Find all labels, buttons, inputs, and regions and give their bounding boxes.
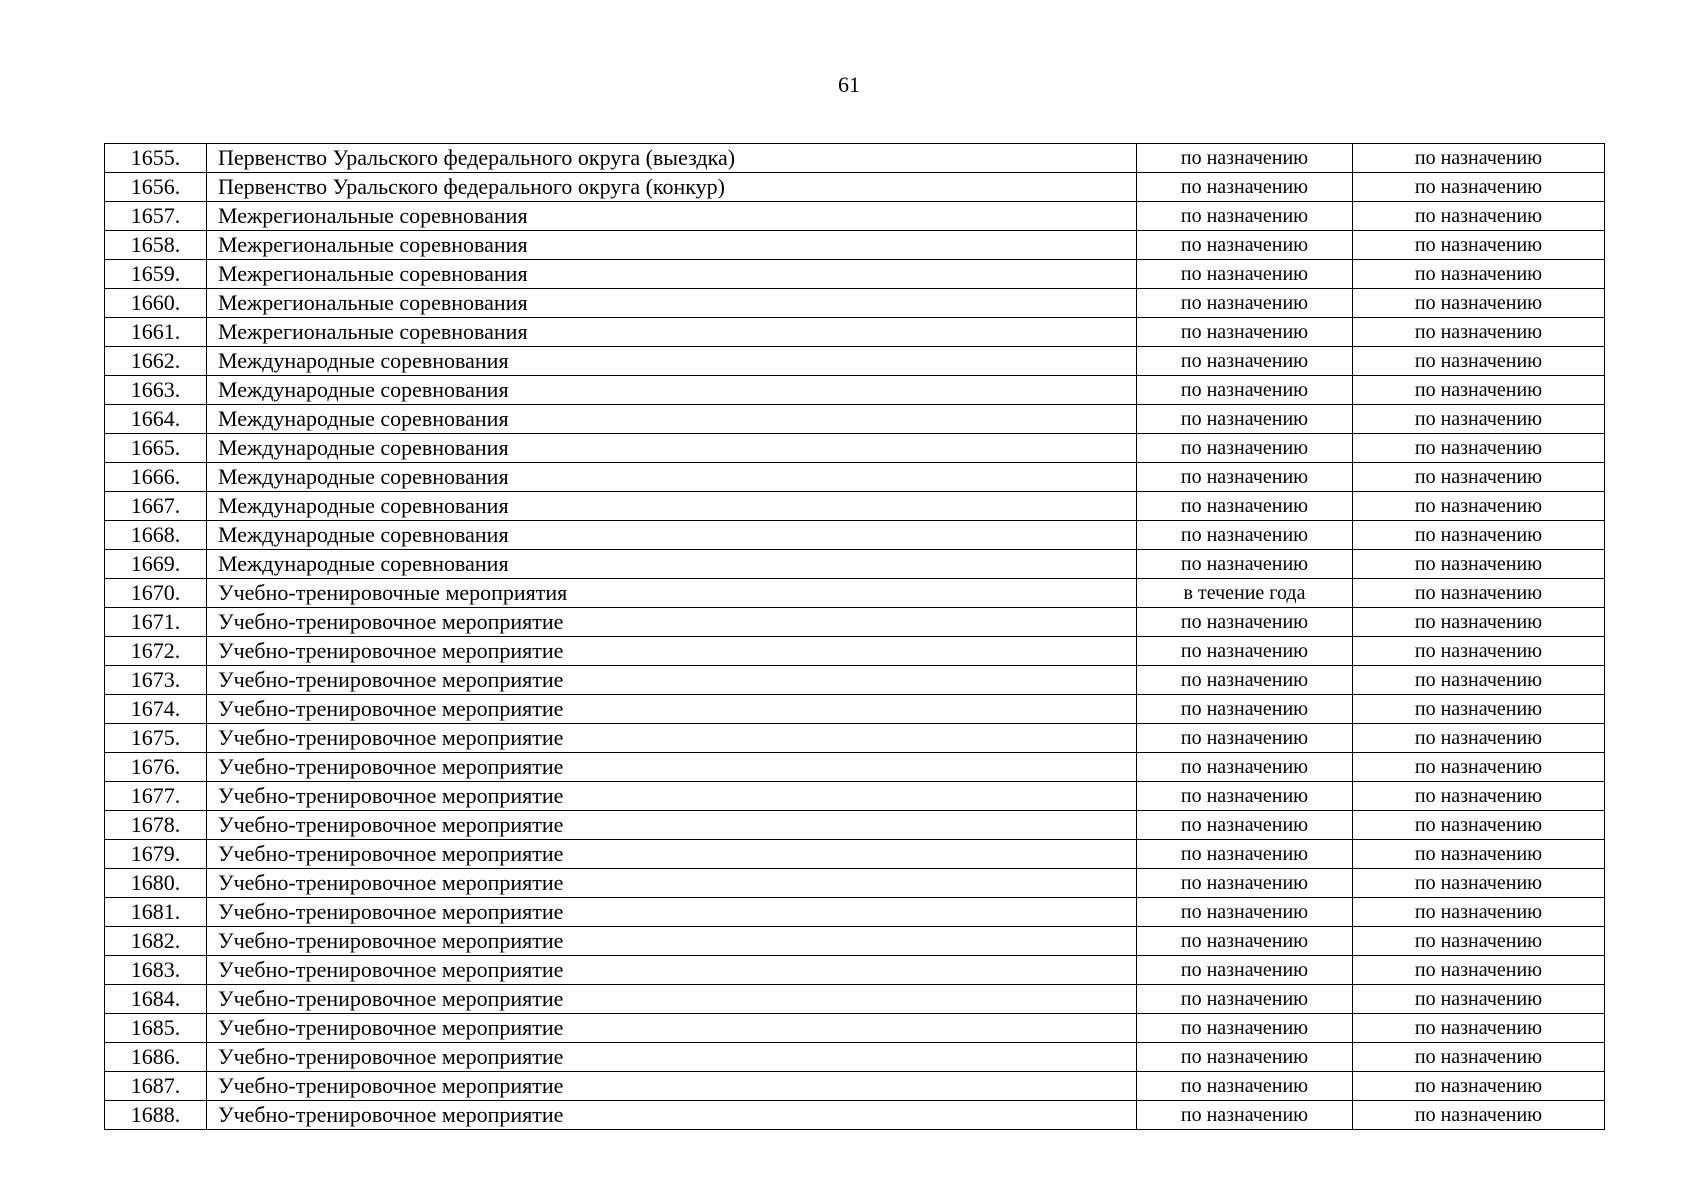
event-date-cell: по назначению [1137, 550, 1353, 579]
event-name-cell: Учебно-тренировочное мероприятие [207, 666, 1137, 695]
event-date-cell: по назначению [1137, 869, 1353, 898]
row-number-cell: 1674. [105, 695, 207, 724]
event-name-cell: Международные соревнования [207, 492, 1137, 521]
row-number-cell: 1659. [105, 260, 207, 289]
event-place-cell: по назначению [1353, 231, 1605, 260]
event-place-cell: по назначению [1353, 666, 1605, 695]
table-row [105, 695, 1605, 724]
events-table [104, 143, 1605, 1130]
event-place-cell: по назначению [1353, 260, 1605, 289]
row-number-cell: 1661. [105, 318, 207, 347]
event-date-cell: по назначению [1137, 927, 1353, 956]
event-place-cell: по назначению [1353, 492, 1605, 521]
event-place-cell: по назначению [1353, 434, 1605, 463]
table-row [105, 811, 1605, 840]
event-place-cell: по назначению [1353, 405, 1605, 434]
event-place-cell: по назначению [1353, 869, 1605, 898]
event-date-cell: по назначению [1137, 1014, 1353, 1043]
event-name-cell: Учебно-тренировочное мероприятие [207, 724, 1137, 753]
table-row [105, 724, 1605, 753]
event-date-cell: по назначению [1137, 695, 1353, 724]
event-name-cell: Учебно-тренировочное мероприятие [207, 956, 1137, 985]
row-number-cell: 1657. [105, 202, 207, 231]
event-place-cell: по назначению [1353, 840, 1605, 869]
event-place-cell: по назначению [1353, 695, 1605, 724]
event-date-cell: по назначению [1137, 608, 1353, 637]
row-number-cell: 1664. [105, 405, 207, 434]
table-row [105, 666, 1605, 695]
event-name-cell: Учебно-тренировочное мероприятие [207, 927, 1137, 956]
row-number-cell: 1670. [105, 579, 207, 608]
row-number-cell: 1656. [105, 173, 207, 202]
event-name-cell: Учебно-тренировочное мероприятие [207, 840, 1137, 869]
event-date-cell: по назначению [1137, 289, 1353, 318]
event-date-cell: по назначению [1137, 347, 1353, 376]
event-date-cell: по назначению [1137, 260, 1353, 289]
table-row [105, 579, 1605, 608]
event-name-cell: Учебно-тренировочное мероприятие [207, 898, 1137, 927]
table-row [105, 521, 1605, 550]
event-place-cell: по назначению [1353, 956, 1605, 985]
event-name-cell: Учебно-тренировочное мероприятие [207, 811, 1137, 840]
table-row [105, 347, 1605, 376]
event-name-cell: Учебно-тренировочное мероприятие [207, 869, 1137, 898]
table-row [105, 898, 1605, 927]
event-name-cell: Международные соревнования [207, 347, 1137, 376]
event-name-cell: Межрегиональные соревнования [207, 318, 1137, 347]
table-row [105, 144, 1605, 173]
row-number-cell: 1669. [105, 550, 207, 579]
row-number-cell: 1680. [105, 869, 207, 898]
event-name-cell: Межрегиональные соревнования [207, 260, 1137, 289]
table-row [105, 1043, 1605, 1072]
event-name-cell: Учебно-тренировочное мероприятие [207, 985, 1137, 1014]
row-number-cell: 1685. [105, 1014, 207, 1043]
row-number-cell: 1663. [105, 376, 207, 405]
event-name-cell: Межрегиональные соревнования [207, 202, 1137, 231]
table-row [105, 173, 1605, 202]
event-date-cell: в течение года [1137, 579, 1353, 608]
event-place-cell: по назначению [1353, 811, 1605, 840]
row-number-cell: 1660. [105, 289, 207, 318]
row-number-cell: 1658. [105, 231, 207, 260]
events-table-body [105, 144, 1605, 1130]
table-row [105, 434, 1605, 463]
row-number-cell: 1684. [105, 985, 207, 1014]
event-date-cell: по назначению [1137, 202, 1353, 231]
table-row [105, 927, 1605, 956]
page-number: 61 [838, 72, 860, 97]
event-name-cell: Международные соревнования [207, 376, 1137, 405]
event-date-cell: по назначению [1137, 144, 1353, 173]
table-row [105, 637, 1605, 666]
row-number-cell: 1662. [105, 347, 207, 376]
event-place-cell: по назначению [1353, 985, 1605, 1014]
row-number-cell: 1683. [105, 956, 207, 985]
table-row [105, 405, 1605, 434]
event-place-cell: по назначению [1353, 289, 1605, 318]
event-name-cell: Международные соревнования [207, 434, 1137, 463]
row-number-cell: 1655. [105, 144, 207, 173]
event-place-cell: по назначению [1353, 1072, 1605, 1101]
row-number-cell: 1668. [105, 521, 207, 550]
table-row [105, 202, 1605, 231]
table-row [105, 753, 1605, 782]
row-number-cell: 1673. [105, 666, 207, 695]
row-number-cell: 1688. [105, 1101, 207, 1130]
table-row [105, 956, 1605, 985]
event-name-cell: Учебно-тренировочное мероприятие [207, 782, 1137, 811]
event-name-cell: Учебно-тренировочные мероприятия [207, 579, 1137, 608]
event-place-cell: по назначению [1353, 1043, 1605, 1072]
event-place-cell: по назначению [1353, 1101, 1605, 1130]
event-date-cell: по назначению [1137, 492, 1353, 521]
row-number-cell: 1678. [105, 811, 207, 840]
event-place-cell: по назначению [1353, 898, 1605, 927]
event-date-cell: по назначению [1137, 405, 1353, 434]
table-row [105, 492, 1605, 521]
event-name-cell: Учебно-тренировочное мероприятие [207, 1101, 1137, 1130]
event-date-cell: по назначению [1137, 231, 1353, 260]
event-name-cell: Международные соревнования [207, 550, 1137, 579]
event-date-cell: по назначению [1137, 1043, 1353, 1072]
event-date-cell: по назначению [1137, 434, 1353, 463]
event-date-cell: по назначению [1137, 753, 1353, 782]
table-row [105, 869, 1605, 898]
event-name-cell: Учебно-тренировочное мероприятие [207, 608, 1137, 637]
table-row [105, 376, 1605, 405]
row-number-cell: 1686. [105, 1043, 207, 1072]
event-name-cell: Межрегиональные соревнования [207, 289, 1137, 318]
row-number-cell: 1682. [105, 927, 207, 956]
event-date-cell: по назначению [1137, 840, 1353, 869]
event-name-cell: Учебно-тренировочное мероприятие [207, 1072, 1137, 1101]
event-place-cell: по назначению [1353, 202, 1605, 231]
event-name-cell: Учебно-тренировочное мероприятие [207, 753, 1137, 782]
event-place-cell: по назначению [1353, 521, 1605, 550]
row-number-cell: 1667. [105, 492, 207, 521]
row-number-cell: 1675. [105, 724, 207, 753]
event-place-cell: по назначению [1353, 782, 1605, 811]
event-place-cell: по назначению [1353, 550, 1605, 579]
event-date-cell: по назначению [1137, 376, 1353, 405]
row-number-cell: 1687. [105, 1072, 207, 1101]
event-name-cell: Учебно-тренировочное мероприятие [207, 1043, 1137, 1072]
row-number-cell: 1681. [105, 898, 207, 927]
event-name-cell: Учебно-тренировочное мероприятие [207, 637, 1137, 666]
event-place-cell: по назначению [1353, 724, 1605, 753]
event-name-cell: Международные соревнования [207, 463, 1137, 492]
row-number-cell: 1677. [105, 782, 207, 811]
table-row [105, 231, 1605, 260]
event-place-cell: по назначению [1353, 1014, 1605, 1043]
table-row [105, 550, 1605, 579]
event-name-cell: Первенство Уральского федерального округа (выездка) [207, 144, 1137, 173]
event-date-cell: по назначению [1137, 985, 1353, 1014]
event-date-cell: по назначению [1137, 463, 1353, 492]
event-name-cell: Международные соревнования [207, 521, 1137, 550]
event-place-cell: по назначению [1353, 347, 1605, 376]
event-date-cell: по назначению [1137, 724, 1353, 753]
table-row [105, 782, 1605, 811]
event-place-cell: по назначению [1353, 608, 1605, 637]
row-number-cell: 1676. [105, 753, 207, 782]
event-date-cell: по назначению [1137, 521, 1353, 550]
row-number-cell: 1665. [105, 434, 207, 463]
event-date-cell: по назначению [1137, 811, 1353, 840]
event-name-cell: Учебно-тренировочное мероприятие [207, 695, 1137, 724]
event-date-cell: по назначению [1137, 173, 1353, 202]
row-number-cell: 1671. [105, 608, 207, 637]
event-place-cell: по назначению [1353, 173, 1605, 202]
table-row [105, 260, 1605, 289]
event-place-cell: по назначению [1353, 376, 1605, 405]
row-number-cell: 1672. [105, 637, 207, 666]
table-row [105, 318, 1605, 347]
event-place-cell: по назначению [1353, 637, 1605, 666]
event-date-cell: по назначению [1137, 637, 1353, 666]
row-number-cell: 1666. [105, 463, 207, 492]
table-row [105, 608, 1605, 637]
table-row [105, 463, 1605, 492]
event-place-cell: по назначению [1353, 753, 1605, 782]
event-date-cell: по назначению [1137, 318, 1353, 347]
event-date-cell: по назначению [1137, 956, 1353, 985]
row-number-cell: 1679. [105, 840, 207, 869]
table-row [105, 289, 1605, 318]
event-date-cell: по назначению [1137, 1072, 1353, 1101]
event-date-cell: по назначению [1137, 898, 1353, 927]
event-place-cell: по назначению [1353, 579, 1605, 608]
event-date-cell: по назначению [1137, 1101, 1353, 1130]
event-date-cell: по назначению [1137, 782, 1353, 811]
event-name-cell: Учебно-тренировочное мероприятие [207, 1014, 1137, 1043]
event-date-cell: по назначению [1137, 666, 1353, 695]
event-place-cell: по назначению [1353, 927, 1605, 956]
table-row [105, 985, 1605, 1014]
event-place-cell: по назначению [1353, 463, 1605, 492]
event-name-cell: Международные соревнования [207, 405, 1137, 434]
table-row [105, 1014, 1605, 1043]
table-row [105, 1101, 1605, 1130]
event-place-cell: по назначению [1353, 318, 1605, 347]
table-row [105, 840, 1605, 869]
table-row [105, 1072, 1605, 1101]
event-name-cell: Первенство Уральского федерального округа (конкур) [207, 173, 1137, 202]
event-place-cell: по назначению [1353, 144, 1605, 173]
event-name-cell: Межрегиональные соревнования [207, 231, 1137, 260]
